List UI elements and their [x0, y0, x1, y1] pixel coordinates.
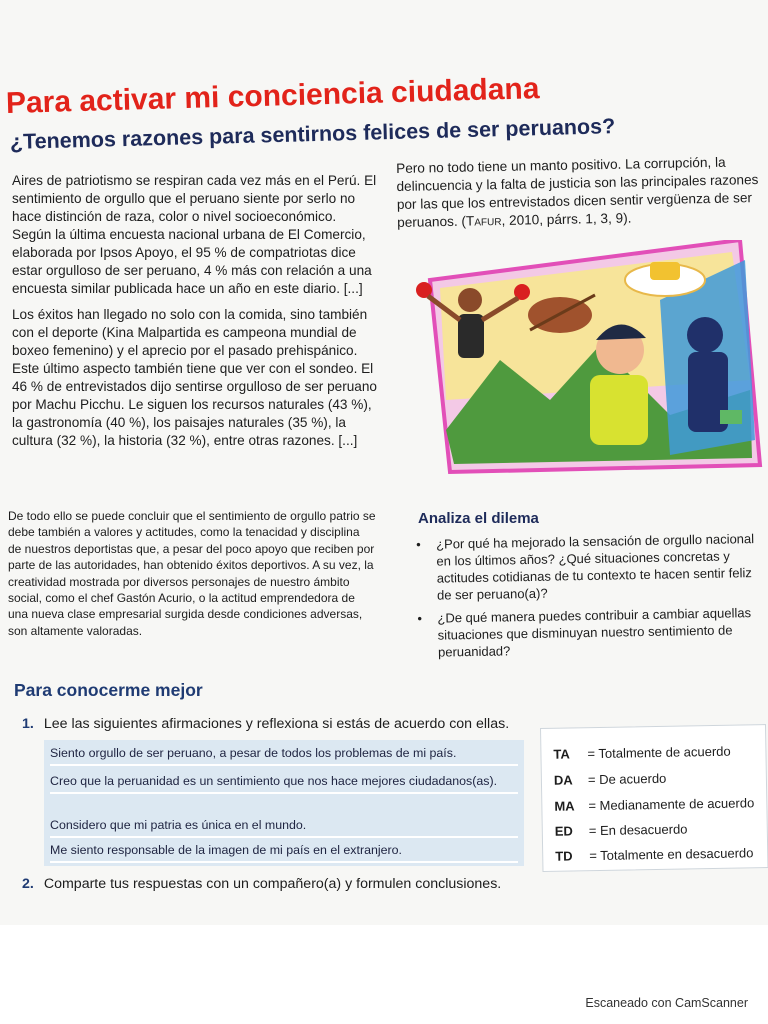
citation-rest: , 2010, párrs. 1, 3, 9). — [501, 210, 632, 228]
legend-label: En desacuerdo — [599, 821, 688, 838]
agreement-legend — [540, 724, 768, 872]
bullet-icon: • — [416, 536, 421, 552]
legend-label: Totalmente en desacuerdo — [600, 845, 754, 863]
scanner-watermark: Escaneado con CamScanner — [585, 996, 748, 1010]
legend-equals: = — [589, 848, 597, 864]
legend-code: ED — [554, 823, 573, 839]
dilema-heading: Analiza el dilema — [418, 510, 539, 527]
statements-table — [44, 740, 524, 866]
legend-code: TA — [553, 746, 570, 762]
statement-row: Siento orgullo de ser peruano, a pesar de todos los problemas de mi país. — [50, 744, 518, 766]
dilema-question-list — [414, 530, 756, 667]
question-1-number: 1. — [22, 716, 34, 732]
dilema-question — [414, 530, 755, 604]
legend-equals: = — [587, 746, 596, 762]
legend-equals: = — [587, 772, 596, 788]
legend-row — [554, 771, 667, 788]
legend-code: MA — [554, 798, 575, 814]
legend-row — [555, 845, 753, 863]
statement-row: Me siento responsable de la imagen de mi país en el extranjero. — [50, 841, 518, 863]
statement-row: Considero que mi patria es única en el mundo. — [50, 816, 518, 838]
dilema-question-text: ¿De qué manera puedes contribuir a cambiar aquellas situaciones que disminuyan nuestro sentimiento de peruanidad? — [437, 605, 752, 660]
illustration-peruvian-pride — [410, 240, 765, 480]
legend-row — [553, 744, 730, 762]
dilema-question — [415, 604, 756, 661]
article-paragraph-3-text: Pero no todo tiene un manto positivo. La corrupción, la delincuencia y la falta de justicia son las principales razones por las que los entrevistados dicen sentir vergüenza de ser peruanos. — [396, 154, 759, 230]
statement-row: Creo que la peruanidad es un sentimiento que nos hace mejores ciudadanos(as). — [50, 772, 518, 794]
legend-label: Totalmente de acuerdo — [598, 743, 731, 761]
conclusion-paragraph: De todo ello se puede concluir que el sentimiento de orgullo patrio se debe también a valores y actitudes, como la tenacidad y disciplina de nuestros deportistas que, a pesar del poco apoyo que reciben por parte de las autoridades, han obtenido éxitos deportivos. A su vez, la creatividad mostrada por diversos personajes de nuestro ámbito social, como el chef Gastón Acurio, o la actitud emprendedora de una nueva clase empresarial surgida desde condiciones adversas, son altamente valoradas. — [8, 509, 376, 638]
page-subtitle: ¿Tenemos razones para sentirnos felices de ser peruanos? — [9, 114, 616, 154]
legend-label: De acuerdo — [598, 770, 667, 787]
article-left-column — [12, 172, 378, 458]
question-2-text: Comparte tus respuestas con un compañero(a) y formulen conclusiones. — [43, 876, 502, 892]
question-1-text: Lee las siguientes afirmaciones y reflexiona si estás de acuerdo con ellas. — [43, 716, 510, 732]
legend-row — [554, 795, 754, 813]
citation-author: Tafur — [465, 212, 502, 229]
article-paragraph-1: Aires de patriotismo se respiran cada vez más en el Perú. El sentimiento de orgullo que el peruano siente por serlo no hace distinción de raza, color o nivel socioeconómico. Según la última encuesta nacional urbana de El Comercio, elaborada por Ipsos Apoyo, el 95 % de compatriotas dice estar orgulloso de ser peruano, 4 % más con relación a una encuesta similar publicada hace un año en este diario. [...] — [12, 173, 377, 296]
question-2-number: 2. — [22, 876, 34, 892]
boy-figure — [590, 324, 648, 445]
citation-open: ( — [461, 213, 467, 229]
legend-row — [555, 821, 688, 838]
article-paragraph-2: Los éxitos han llegado no solo con la comida, sino también con el deporte (Kina Malpartida es campeona mundial de boxeo femenino) y el aprecio por el pasado prehispánico. Este último aspecto también tiene que ver con el sondeo. El 46 % de entrevistados dijo sentirse orgulloso de ser peruano por Machu Picchu. Le siguen los recursos naturales (43 %), la gastronomía (40 %), los paisajes naturales (35 %), la cultura (32 %), la historia (32 %), entre otras razones. [...] — [12, 307, 377, 448]
article-paragraph-3 — [396, 153, 763, 232]
legend-code: DA — [553, 772, 573, 788]
page-title: Para activar mi conciencia ciudadana — [5, 72, 540, 120]
legend-code: TD — [555, 848, 573, 864]
section-heading-conocerme: Para conocerme mejor — [14, 680, 203, 700]
dilema-question-text: ¿Por qué ha mejorado la sensación de orgullo nacional en los últimos años? ¿Qué situaciones concretas y actitudes cotidianas de tu contexto te hacen sentir feliz de ser peruano(a)? — [436, 531, 755, 603]
question-2 — [22, 876, 742, 892]
article-right-column — [396, 153, 763, 240]
bullet-icon: • — [417, 610, 423, 626]
legend-equals: = — [588, 798, 597, 814]
legend-equals: = — [588, 823, 597, 839]
legend-label: Medianamente de acuerdo — [599, 795, 755, 813]
